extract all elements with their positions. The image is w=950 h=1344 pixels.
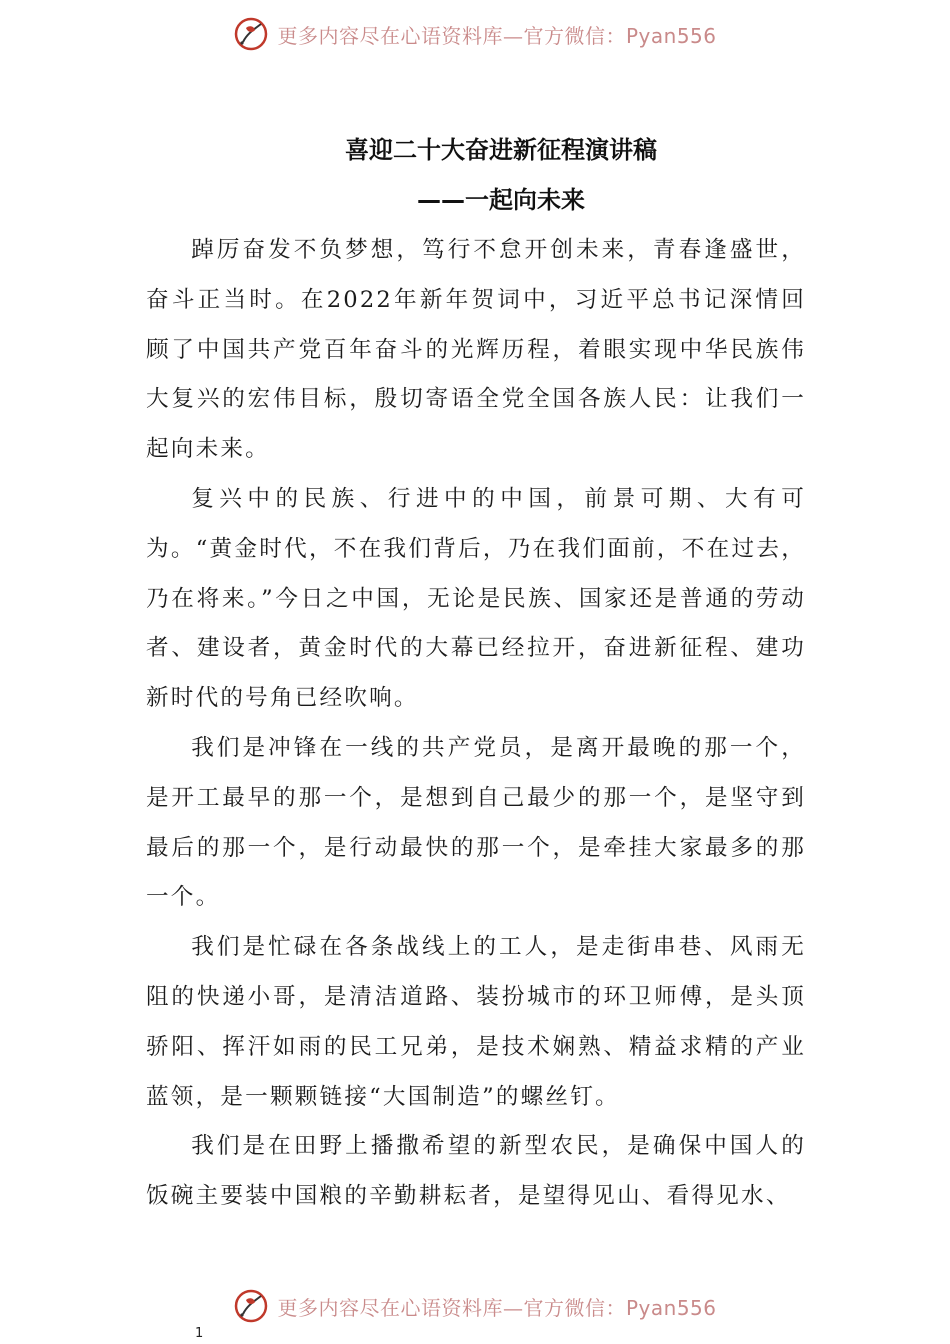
banner-wechat-id: Pyan556 (625, 1295, 717, 1320)
paragraph: 踔厉奋发不负梦想，笃行不怠开创未来，青春逢盛世，奋斗正当时。在2022年新年贺词中，习近平总书记深情回顾了中国共产党百年奋斗的光辉历程，着眼实现中华民族伟大复兴的宏伟目标，殷切寄语全党全国各族人民：让我们一起向未来。 (146, 237, 806, 463)
document-title-block (0, 130, 950, 220)
header-banner-text (277, 20, 716, 49)
paragraph: 我们是冲锋在一线的共产党员，是离开最晚的那一个，是开工最早的那一个，是想到自己最少的那一个，是坚守到最后的那一个，是行动最快的那一个，是牵挂大家最多的那一个。 (146, 734, 806, 911)
banner-wechat-id: Pyan556 (625, 23, 717, 48)
footer-banner (0, 1286, 950, 1326)
document-body (146, 226, 806, 1222)
header-banner (0, 14, 950, 54)
rose-quill-logo-icon (233, 1288, 269, 1324)
banner-label: 更多内容尽在心语资料库—官方微信： (277, 1295, 626, 1320)
paragraph: 复兴中的民族、行进中的中国，前景可期、大有可为。“黄金时代，不在我们背后，乃在我们面前，不在过去，乃在将来。”今日之中国，无论是民族、国家还是普通的劳动者、建设者，黄金时代的大幕已经拉开，奋进新征程、建功新时代的号角已经吹响。 (146, 485, 806, 712)
document-title: 喜迎二十大奋进新征程演讲稿 (345, 136, 657, 164)
page-number: 1 (195, 1326, 204, 1341)
paragraph: 我们是在田野上播撒希望的新型农民，是确保中国人的饭碗主要装中国粮的辛勤耕耘者，是望得见山、看得见水、 (146, 1133, 806, 1210)
footer-banner-text (277, 1292, 716, 1321)
paragraph: 我们是忙碌在各条战线上的工人，是走街串巷、风雨无阻的快递小哥，是清洁道路、装扮城市的环卫师傅，是头顶骄阳、挥汗如雨的民工兄弟，是技术娴熟、精益求精的产业蓝领，是一颗颗链接“大国制造”的螺丝钉。 (146, 934, 806, 1110)
rose-quill-logo-icon (233, 16, 269, 52)
document-subtitle: ——一起向未来 (417, 186, 585, 214)
banner-label: 更多内容尽在心语资料库—官方微信： (277, 23, 626, 48)
